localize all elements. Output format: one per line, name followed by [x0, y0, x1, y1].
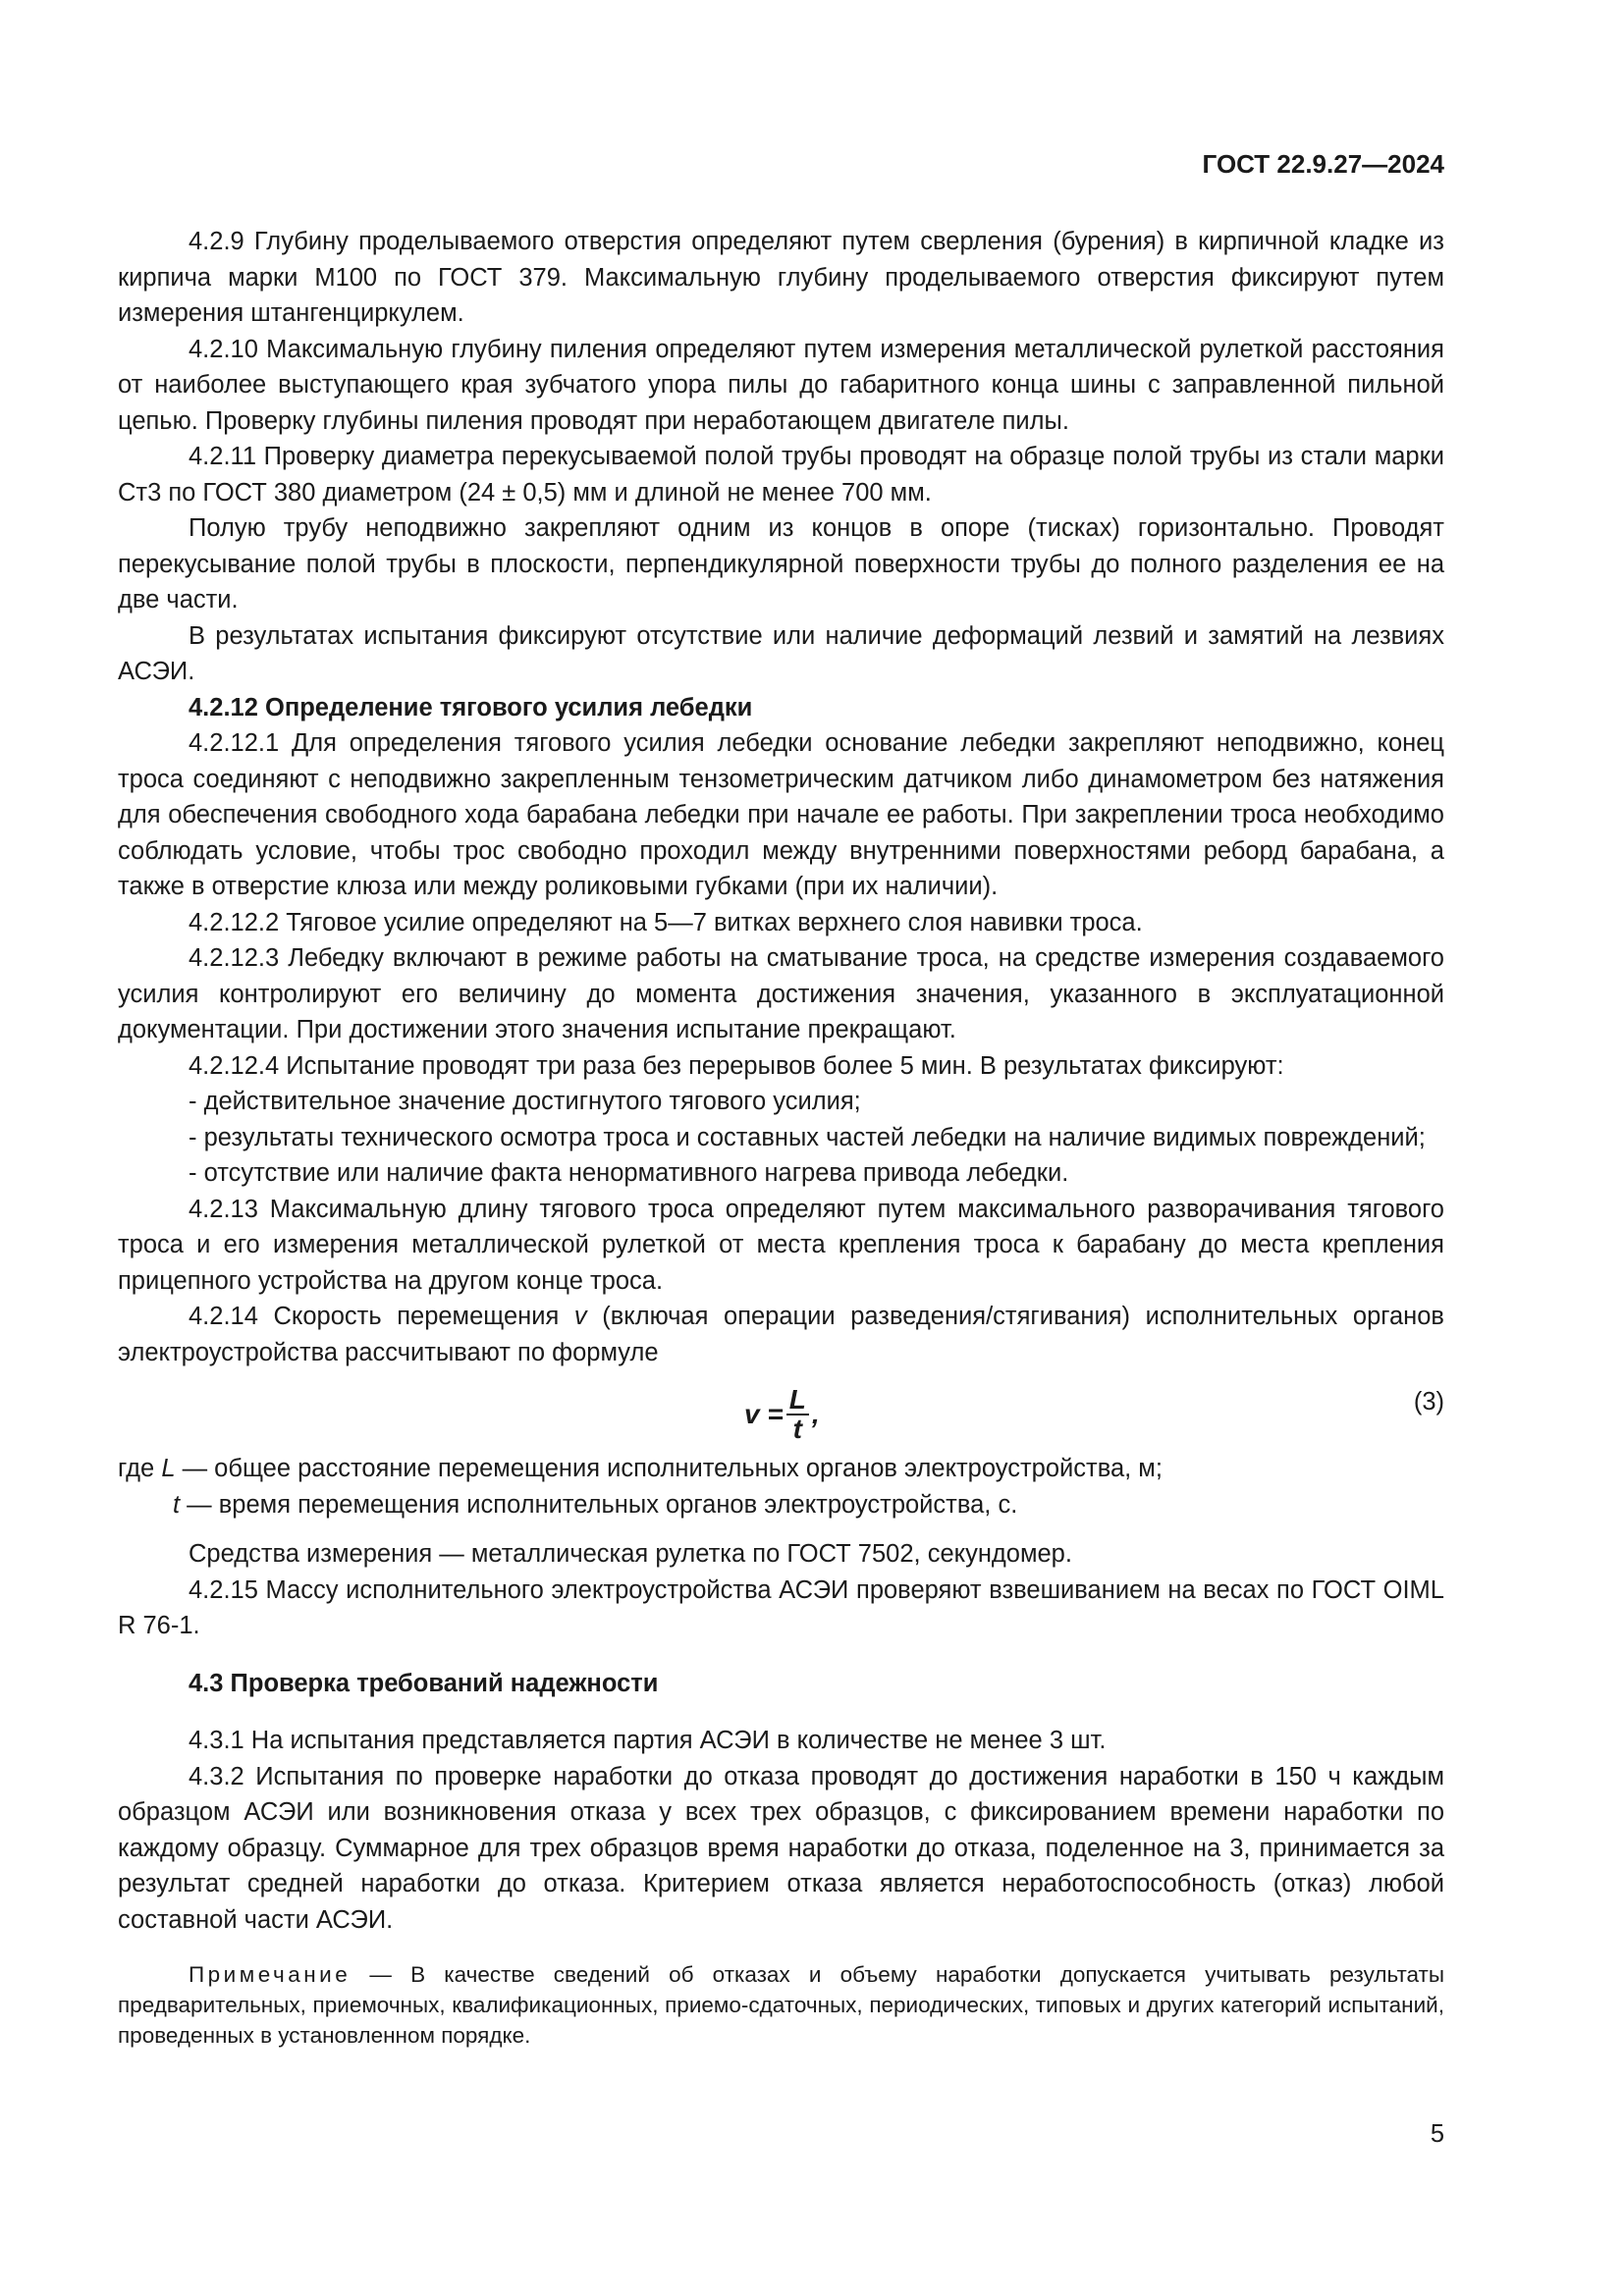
page-content [118, 224, 1444, 2051]
heading-4-3: 4.3 Проверка требований надежности [189, 1669, 659, 1697]
paragraph-4-2-14 [118, 1299, 1444, 1370]
formula-tail: , [811, 1398, 820, 1429]
where-t-text: — время перемещения исполнительных органов электроустройства, с. [180, 1490, 1018, 1519]
paragraph-4-2-10: 4.2.10 Максимальную глубину пиления определяют путем измерения металлической рулеткой расстояния от наиболее выступающего края зубчатого упора пилы до габаритного конца шины с заправленной пильной цепью. Проверку глубины пиления проводят при неработающем двигателе пилы. [118, 335, 1444, 435]
distance-symbol: L [161, 1455, 176, 1482]
formula-numerator: L [786, 1386, 809, 1415]
document-id-header: ГОСТ 22.9.27—2024 [1202, 149, 1444, 179]
formula-number: (3) [1413, 1388, 1444, 1415]
paragraph-4-2-12-3: 4.2.12.3 Лебедку включают в режиме работы на сматывание троса, на средстве измерения создаваемого усилия контролируют его величину до момента достижения значения, указанного в эксплуатационной документации. При достижении этого значения испытание прекращают. [118, 944, 1444, 1043]
list-item-heating: - отсутствие или наличие факта ненормативного нагрева привода лебедки. [189, 1159, 1069, 1187]
paragraph-4-2-9: 4.2.9 Глубину проделываемого отверстия определяют путем сверления (бурения) в кирпичной кладке из кирпича марки М100 по ГОСТ 379. Максимальную глубину проделываемого отверстия фиксируют путем измерения штангенциркулем. [118, 228, 1444, 327]
paragraph-4-2-14-lead: 4.2.14 Скорость перемещения [189, 1303, 574, 1330]
formula-expression [744, 1386, 820, 1443]
paragraph-4-2-12-1: 4.2.12.1 Для определения тягового усилия лебедки основание лебедки закрепляют неподвижно, конец троса соединяют с неподвижно закрепленным тензометрическим датчиком либо динамометром без натяжения для обеспечения свободного хода барабана лебедки при начале ее работы. При закреплении троса необходимо соблюдать условие, чтобы трос свободно проходил между внутренними поверхностями реборд барабана, а также в отверстие клюза или между роликовыми губками (при их наличии). [118, 729, 1444, 900]
paragraph-tube-fixing: Полую трубу неподвижно закрепляют одним из концов в опоре (тисках) горизонтально. Проводят перекусывание полой трубы в плоскости, перпендикулярной поверхности трубы до полного разделения ее на две части. [118, 514, 1444, 614]
paragraph-4-2-14-rest: (включая операции разведения/стягивания) исполнительных органов электроустройства рассчитывают по формуле [118, 1303, 1444, 1366]
where-lead: где [118, 1455, 162, 1482]
paragraph-4-2-12-2: 4.2.12.2 Тяговое усилие определяют на 5—7 витках верхнего слоя навивки троса. [189, 908, 1143, 936]
note-label: Примечание [189, 1962, 352, 1987]
where-L-text: — общее расстояние перемещения исполнительных органов электроустройства, м; [175, 1455, 1163, 1482]
where-L-definition [118, 1451, 1444, 1487]
paragraph-4-2-15: 4.2.15 Массу исполнительного электроустройства АСЭИ проверяют взвешиванием на весах по ГОСТ OIML R 76-1. [118, 1575, 1444, 1639]
paragraph-measuring-means: Средства измерения — металлическая рулетка по ГОСТ 7502, секундомер. [189, 1540, 1072, 1568]
formula-lhs: v = [744, 1398, 784, 1429]
velocity-symbol: v [573, 1303, 587, 1330]
paragraph-4-2-12-4: 4.2.12.4 Испытание проводят три раза без перерывов более 5 мин. В результатах фиксируют: [189, 1051, 1284, 1080]
paragraph-4-3-2: 4.3.2 Испытания по проверке наработки до отказа проводят до достижения наработки в 150 ч каждым образцом АСЭИ или возникновения отказа у всех трех образцов, с фиксированием времени наработки по каждому образцу. Суммарное для трех образцов время наработки до отказа, поделенное на 3, принимается за результат средней наработки до отказа. Критерием отказа является неработоспособность (отказ) любой составной части АСЭИ. [118, 1762, 1444, 1934]
where-t-definition [118, 1487, 1444, 1523]
page-number: 5 [1430, 2120, 1444, 2148]
paragraph-test-result: В результатах испытания фиксируют отсутствие или наличие деформаций лезвий и замятий на лезвиях АСЭИ. [118, 621, 1444, 685]
paragraph-4-2-11: 4.2.11 Проверку диаметра перекусываемой полой трубы проводят на образце полой трубы из стали марки Ст3 по ГОСТ 380 диаметром (24 ± 0,5) мм и длиной не менее 700 мм. [118, 443, 1444, 507]
formula-denominator: t [792, 1414, 802, 1444]
formula-fraction [786, 1386, 809, 1443]
time-symbol: t [173, 1490, 181, 1519]
formula-3 [118, 1378, 1444, 1447]
note-text: — В качестве сведений об отказах и объему наработки допускается учитывать результаты предварительных, приемочных, квалификационных, приемо-сдаточных, периодических, типовых и других категорий испытаний, проведенных в установленном порядке. [118, 1962, 1444, 2048]
list-item-inspection: - результаты технического осмотра троса и составных частей лебедки на наличие видимых повреждений; [189, 1123, 1426, 1151]
paragraph-4-3-1: 4.3.1 На испытания представляется партия АСЭИ в количестве не менее 3 шт. [189, 1727, 1107, 1754]
note [118, 1959, 1444, 2051]
heading-4-2-12: 4.2.12 Определение тягового усилия лебедки [189, 693, 753, 721]
list-item-force-value: - действительное значение достигнутого тягового усилия; [189, 1088, 861, 1115]
paragraph-4-2-13: 4.2.13 Максимальную длину тягового троса определяют путем максимального разворачивания тягового троса и его измерения металлической рулеткой от места крепления троса к барабану до места крепления прицепного устройства на другом конце троса. [118, 1195, 1444, 1295]
